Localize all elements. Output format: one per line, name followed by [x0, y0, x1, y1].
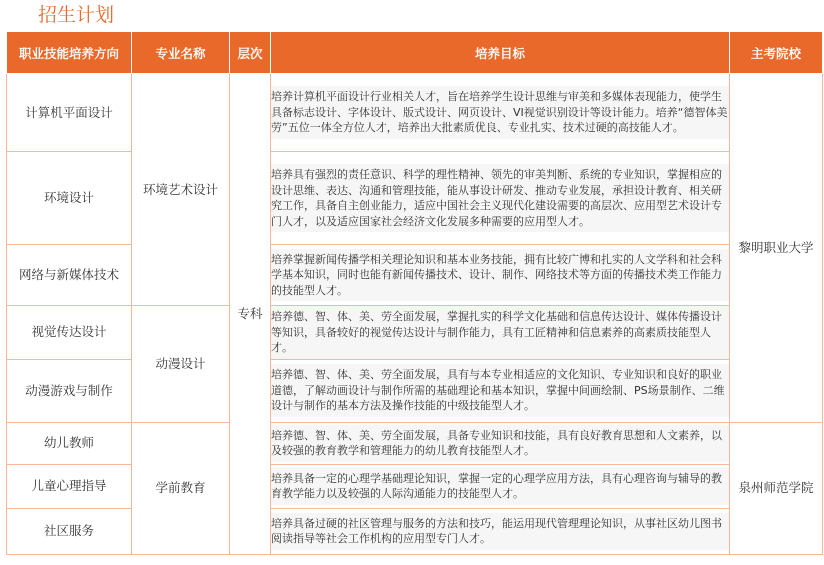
- level-cell: 专科: [230, 74, 271, 555]
- table-row: [7, 422, 823, 464]
- direction-cell: 儿童心理指导: [7, 464, 132, 508]
- header-major: 专业名称: [132, 32, 230, 74]
- goal-cell: 培养德、智、体、美、劳全面发展，具备专业知识和技能，具有良好教育思想和人文素养，以及较强的教育教学和管理能力的幼儿教育技能型人才。: [271, 425, 729, 462]
- header-goal: 培养目标: [271, 32, 730, 74]
- direction-cell: 环境设计: [7, 152, 132, 245]
- goal-cell: 培养具备一定的心理学基础理论知识，掌握一定的心理学应用方法，具有心理咨询与辅导的教育教学能力以及较强的人际沟通能力的技能型人才。: [271, 468, 729, 505]
- page-title: 招生计划: [38, 4, 115, 26]
- direction-cell: 网络与新媒体技术: [7, 245, 132, 306]
- table-row: [7, 359, 823, 422]
- major-cell: 环境艺术设计: [132, 74, 230, 306]
- table-row: [7, 464, 823, 508]
- school-cell: 黎明职业大学: [730, 74, 823, 423]
- table-row: [7, 245, 823, 306]
- school-cell: 泉州师范学院: [730, 422, 823, 554]
- direction-cell: 计算机平面设计: [7, 74, 132, 152]
- direction-cell: 幼儿教师: [7, 422, 132, 464]
- goal-cell: 培养德、智、体、美、劳全面发展，具有与本专业相适应的文化知识、专业知识和良好的职业道德，了解动画设计与制作所需的基础理论和基本知识，掌握中间画绘制、PS场景制作、二维设计与制作的基本方法及操作技能的中级技能型人才。: [271, 364, 729, 417]
- table-row: [7, 152, 823, 245]
- goal-cell: 培养计算机平面设计行业相关人才，旨在培养学生设计思维与审美和多媒体表现能力，使学生具备标志设计、字体设计、版式设计、网页设计、VI视觉识别设计等设计能力。培养“德智体美劳”五位一体全方位人才，培养出大批素质优良、专业扎实、技术过硬的高技能人才。: [271, 86, 729, 139]
- goal-cell: 培养德、智、体、美、劳全面发展，掌握扎实的科学文化基础和信息传达设计、媒体传播设计等知识，具备较好的视觉传达设计与制作能力，具有工匠精神和信息素养的高素质技能型人才。: [271, 306, 729, 359]
- enrollment-plan-table: [6, 31, 823, 555]
- table-header-row: [7, 32, 823, 74]
- header-direction: 职业技能培养方向: [7, 32, 132, 74]
- goal-cell: 培养掌握新闻传播学相关理论知识和基本业务技能，拥有比较广博和扎实的人文学科和社会科学基本知识，同时也能有新闻传播技术、设计、制作、网络技术等方面的传播技术类工作能力的技能型人才。: [271, 249, 729, 302]
- direction-cell: 动漫游戏与制作: [7, 359, 132, 422]
- header-level: 层次: [230, 32, 271, 74]
- major-cell: 学前教育: [132, 422, 230, 554]
- direction-cell: 视觉传达设计: [7, 306, 132, 360]
- table-row: [7, 306, 823, 360]
- table-row: [7, 508, 823, 554]
- table-row: [7, 74, 823, 152]
- goal-cell: 培养具有强烈的责任意识、科学的理性精神、领先的审美判断、系统的专业知识，掌握相应的设计思维、表达、沟通和管理技能，能从事设计研发、推动专业发展，承担设计教育、相关研究工作，具备自主创业能力，适应中国社会主义现代化建设需要的高层次、应用型艺术设计专门人才，以及适应国家社会经济文化发展多种需要的应用型人才。: [271, 164, 729, 232]
- direction-cell: 社区服务: [7, 508, 132, 554]
- major-cell: 动漫设计: [132, 306, 230, 423]
- header-school: 主考院校: [730, 32, 823, 74]
- goal-cell: 培养具备过硬的社区管理与服务的方法和技巧，能运用现代管理理论知识，从事社区幼儿图书阅读指导等社会工作机构的应用型专门人才。: [271, 513, 729, 550]
